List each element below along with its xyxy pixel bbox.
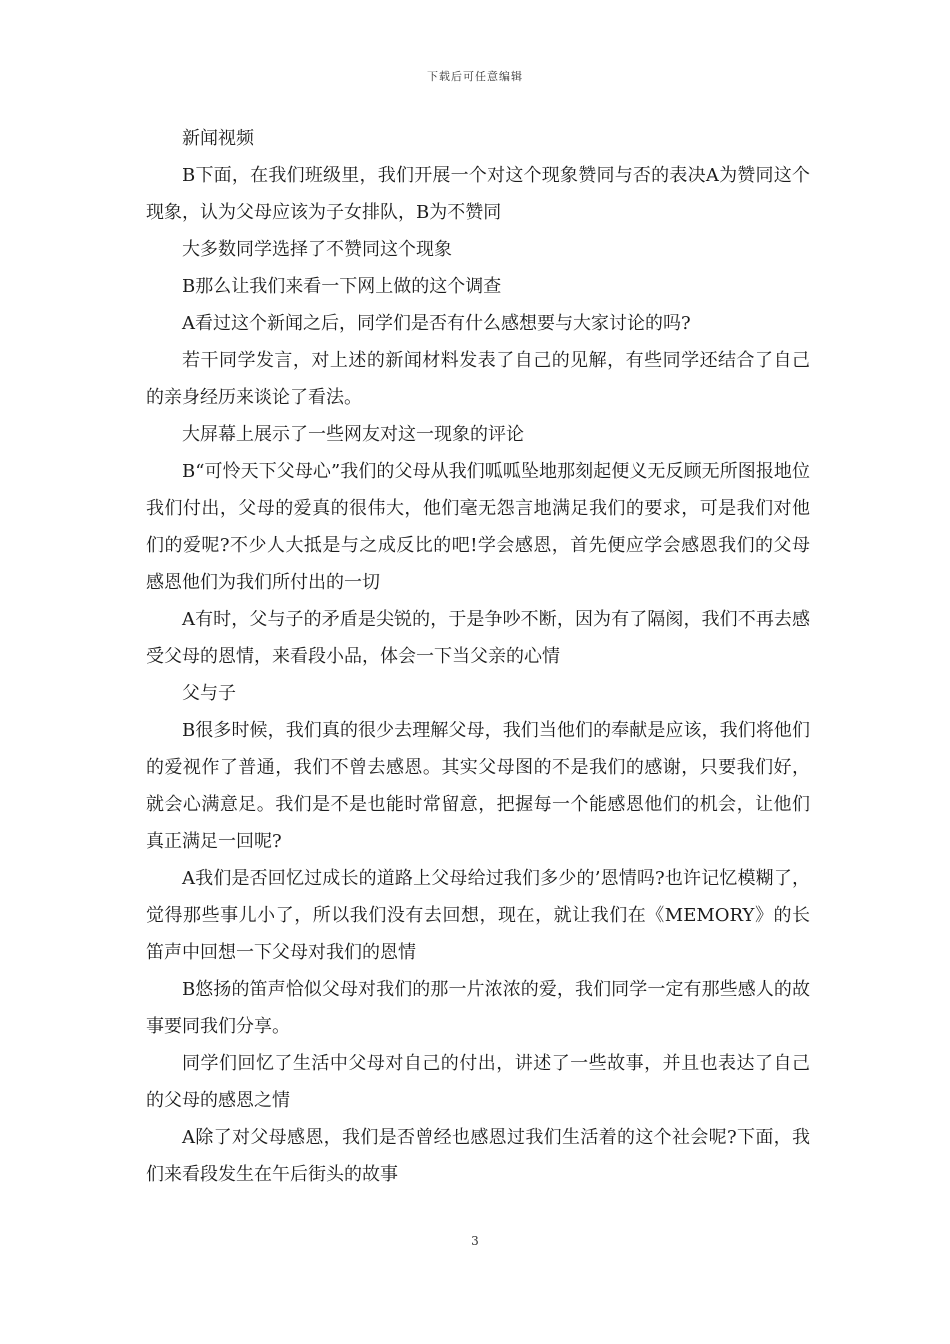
paragraph: 大多数同学选择了不赞同这个现象	[182, 239, 452, 260]
page-number: 3	[471, 1234, 479, 1248]
paragraph: 同学们回忆了生活中父母对自己的付出，讲述了一些故事，并且也表达了自己的父母的感恩之情	[146, 1053, 810, 1111]
paragraph: B下面，在我们班级里，我们开展一个对这个现象赞同与否的表决A为赞同这个现象，认为父母应该为子女排队，B为不赞同	[146, 165, 810, 223]
page-header-note: 下载后可任意编辑	[427, 70, 523, 83]
paragraph: 新闻视频	[182, 128, 254, 149]
paragraph: B那么让我们来看一下网上做的这个调查	[182, 276, 502, 297]
paragraph: B很多时候，我们真的很少去理解父母，我们当他们的奉献是应该，我们将他们的爱视作了普通，我们不曾去感恩。其实父母图的不是我们的感谢，只要我们好，就会心满意足。我们是不是也能时常留意，把握每一个能感恩他们的机会，让他们真正满足一回呢?	[146, 720, 810, 852]
paragraph: 大屏幕上展示了一些网友对这一现象的评论	[182, 424, 524, 445]
paragraph: A看过这个新闻之后，同学们是否有什么感想要与大家讨论的吗?	[182, 313, 691, 334]
paragraph: 若干同学发言，对上述的新闻材料发表了自己的见解，有些同学还结合了自己的亲身经历来谈论了看法。	[146, 350, 810, 408]
paragraph: B悠扬的笛声恰似父母对我们的那一片浓浓的爱，我们同学一定有那些感人的故事要同我们分享。	[146, 979, 810, 1037]
paragraph: A有时，父与子的矛盾是尖锐的，于是争吵不断，因为有了隔阂，我们不再去感受父母的恩情，来看段小品，体会一下当父亲的心情	[146, 609, 810, 667]
document-body	[146, 120, 810, 1193]
paragraph: B“可怜天下父母心”我们的父母从我们呱呱坠地那刻起便义无反顾无所图报地位我们付出，父母的爱真的很伟大，他们毫无怨言地满足我们的要求，可是我们对他们的爱呢?不少人大抵是与之成反比的吧!学会感恩，首先便应学会感恩我们的父母感恩他们为我们所付出的一切	[146, 461, 810, 593]
paragraph: A我们是否回忆过成长的道路上父母给过我们多少的’恩情吗?也许记忆模糊了，觉得那些事儿小了，所以我们没有去回想，现在，就让我们在《MEMORY》的长笛声中回想一下父母对我们的恩情	[146, 868, 810, 963]
paragraph: A除了对父母感恩，我们是否曾经也感恩过我们生活着的这个社会呢?下面，我们来看段发生在午后街头的故事	[146, 1127, 810, 1185]
paragraph: 父与子	[182, 683, 236, 704]
